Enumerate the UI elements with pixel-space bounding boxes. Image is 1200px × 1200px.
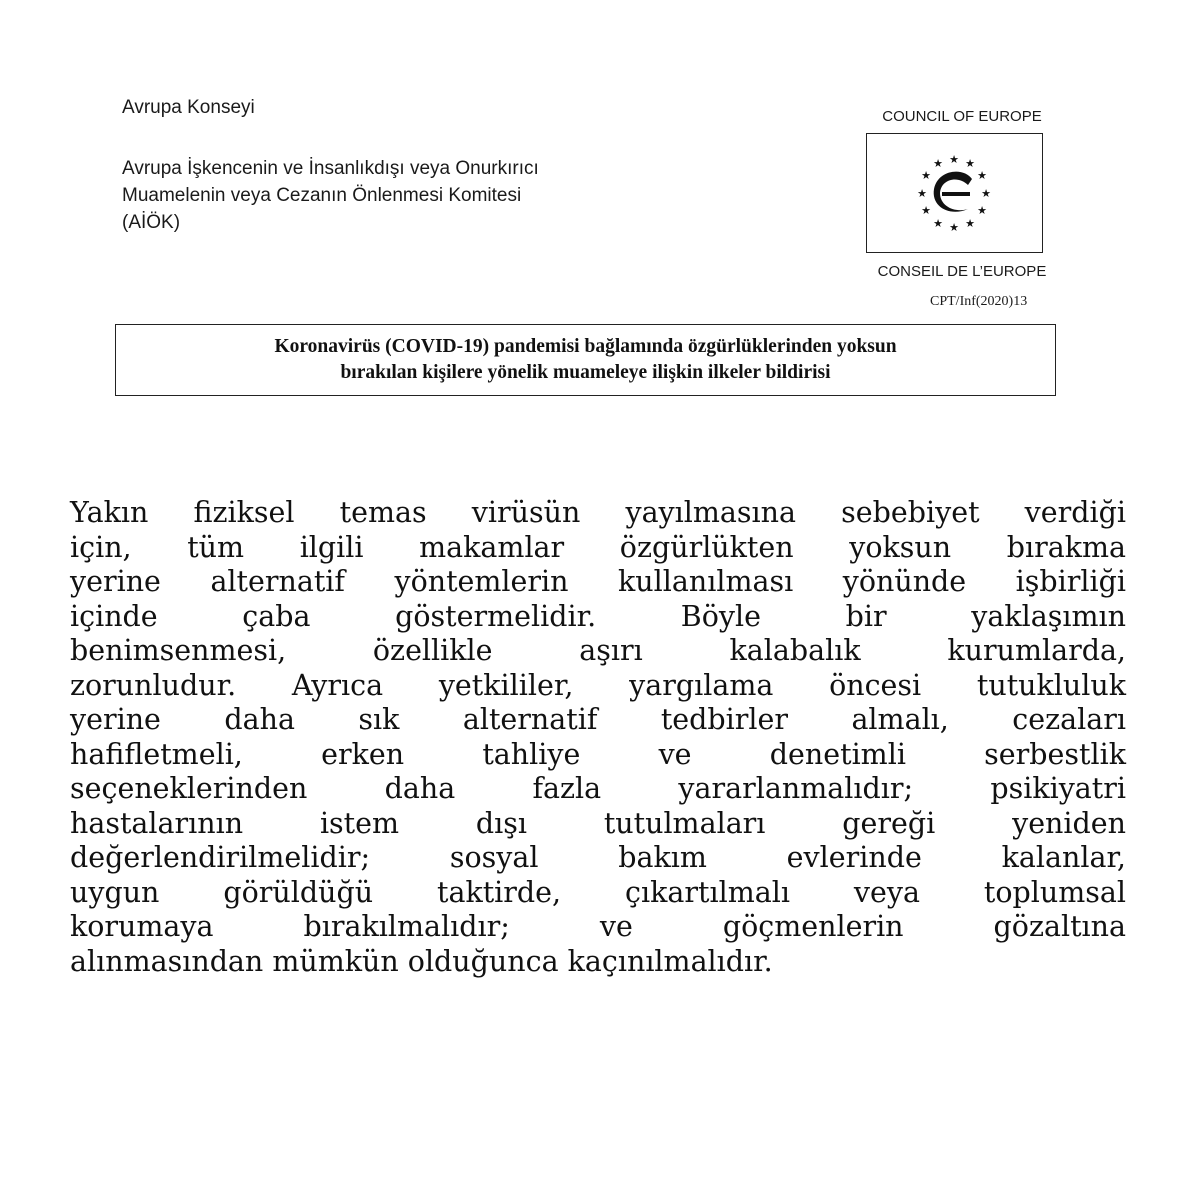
paragraph-line: alınmasından mümkün olduğunca kaçınılmalıdır. — [70, 944, 773, 978]
committee-line: Avrupa İşkencenin ve İnsanlıkdışı veya Onurkırıcı — [122, 158, 539, 179]
committee-line: (AİÖK) — [122, 212, 181, 233]
svg-text:★: ★ — [921, 169, 931, 182]
paragraph-line: uygun görüldüğü taktirde, çıkartılmalı veya toplumsal — [70, 875, 1126, 909]
svg-text:★: ★ — [933, 217, 943, 230]
logo-caption-french: CONSEIL DE L’EUROPE — [877, 263, 1047, 280]
document-reference: CPT/Inf(2020)13 — [930, 294, 1028, 309]
svg-text:★: ★ — [977, 204, 987, 217]
organization-name: Avrupa Konseyi — [122, 97, 255, 118]
logo-caption-english: COUNCIL OF EUROPE — [882, 108, 1042, 125]
paragraph-line: benimsenmesi, özellikle aşırı kalabalık kurumlarda, — [70, 634, 1126, 667]
paragraph-line: zorunludur. Ayrıca yetkililer, yargılama öncesi tutukluluk — [70, 668, 1126, 702]
title-line: bırakılan kişilere yönelik muameleye ilişkin ilkeler bildirisi — [340, 362, 831, 383]
paragraph-line: değerlendirilmelidir; sosyal bakım evlerinde kalanlar, — [70, 841, 1126, 874]
svg-text:★: ★ — [965, 217, 975, 230]
council-of-europe-logo — [866, 108, 1066, 280]
paragraph-line: için, tüm ilgili makamlar özgürlükten yoksun bırakma — [70, 530, 1126, 564]
title-line: Koronavirüs (COVID-19) pandemisi bağlamında özgürlüklerinden yoksun — [274, 336, 897, 357]
paragraph-line: hastalarının istem dışı tutulmaları gereği yeniden — [70, 806, 1126, 840]
paragraph-line: yerine daha sık alternatif tedbirler almalı, cezaları — [70, 703, 1126, 736]
committee-name — [122, 155, 742, 236]
paragraph-line: Yakın fiziksel temas virüsün yayılmasına sebebiyet verdiği — [70, 496, 1126, 529]
svg-text:★: ★ — [949, 153, 959, 166]
svg-text:★: ★ — [921, 204, 931, 217]
document-title — [115, 324, 1056, 396]
committee-line: Muamelenin veya Cezanın Önlenmesi Komitesi — [122, 185, 522, 206]
body-paragraph — [70, 496, 1126, 979]
svg-text:★: ★ — [933, 157, 943, 170]
paragraph-line: yerine alternatif yöntemlerin kullanılması yönünde işbirliği — [70, 565, 1126, 598]
svg-text:★: ★ — [917, 187, 927, 200]
paragraph-line: içinde çaba göstermelidir. Böyle bir yaklaşımın — [70, 599, 1126, 633]
paragraph-line: korumaya bırakılmalıdır; ve göçmenlerin gözaltına — [70, 910, 1126, 943]
svg-text:★: ★ — [965, 157, 975, 170]
logo-frame — [866, 133, 1043, 253]
svg-text:★: ★ — [977, 169, 987, 182]
paragraph-line: seçeneklerinden daha fazla yararlanmalıdır; psikiyatri — [70, 772, 1126, 805]
council-of-europe-emblem-icon — [912, 151, 996, 235]
svg-text:★: ★ — [949, 221, 959, 234]
svg-text:★: ★ — [981, 187, 991, 200]
paragraph-line: hafifletmeli, erken tahliye ve denetimli serbestlik — [70, 737, 1126, 771]
